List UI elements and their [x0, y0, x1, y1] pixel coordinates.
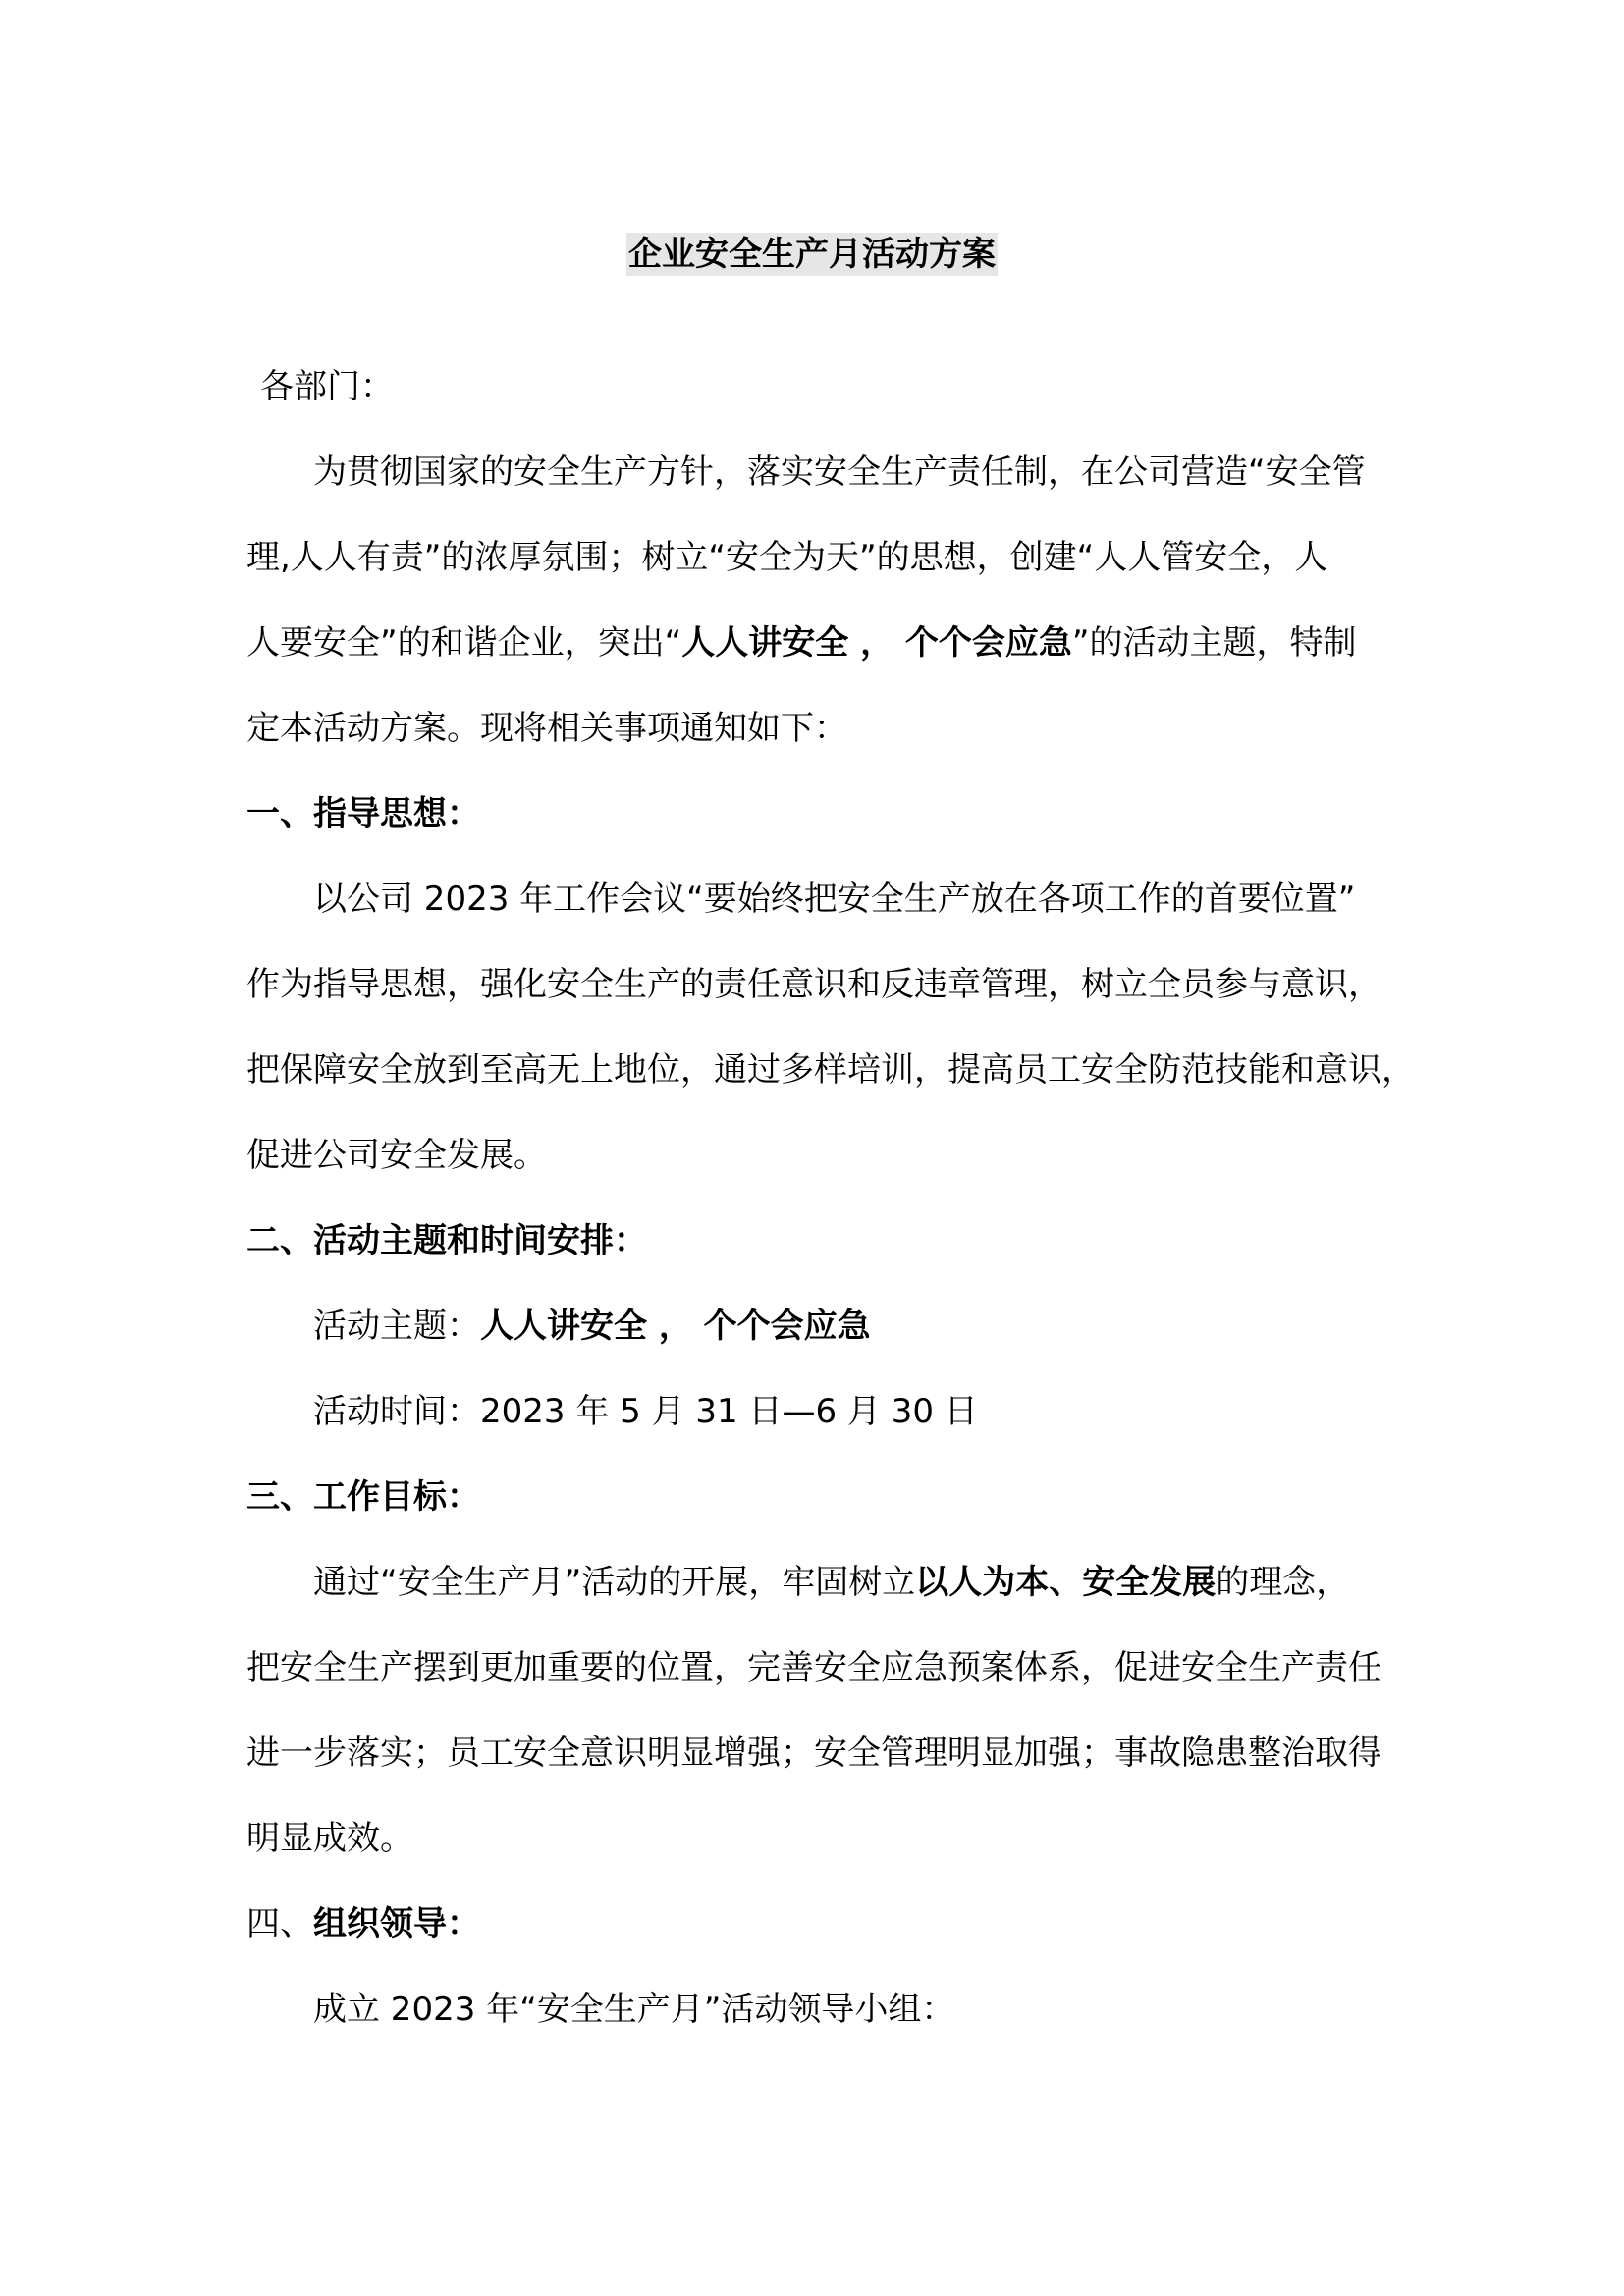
intro-line-4: 定本活动方案。现将相关事项通知如下：	[246, 709, 847, 748]
section-3-line-4: 明显成效。	[246, 1819, 413, 1858]
concept-emphasis: 以人为本、安全发展	[915, 1563, 1217, 1602]
theme-value: 人人讲安全 ， 个个会应急	[480, 1307, 871, 1346]
section-3-line-2: 把安全生产摆到更加重要的位置，完善安全应急预案体系，促进安全生产责任	[246, 1648, 1381, 1687]
section-3-line-3: 进一步落实；员工安全意识明显增强；安全管理明显加强；事故隐患整治取得	[246, 1734, 1381, 1773]
salutation: 各部门：	[260, 367, 394, 406]
intro-line-1: 为贯彻国家的安全生产方针，落实安全生产责任制，在公司营造“安全管	[313, 453, 1366, 492]
section-1-line-4: 促进公司安全发展。	[246, 1136, 547, 1175]
activity-theme-emphasis: 人人讲安全 ， 个个会应急	[681, 623, 1072, 663]
section-4-heading-number: 四、	[246, 1904, 313, 1944]
section-3-line-1-end: 的理念，	[1216, 1563, 1350, 1602]
section-2-theme	[246, 1284, 1405, 1369]
section-3-line-1-start: 通过“安全生产月”活动的开展，牢固树立	[313, 1563, 916, 1602]
section-2-time: 活动时间：2023 年 5 月 31 日—6 月 30 日	[313, 1392, 978, 1431]
section-1-heading: 一、指导思想：	[246, 794, 480, 833]
section-3-line-1	[246, 1540, 1405, 1626]
section-4-heading-text: 组织领导：	[313, 1904, 480, 1944]
intro-line-3	[246, 601, 1405, 686]
intro-line-3-start: 人要安全”的和谐企业，突出“	[246, 623, 682, 663]
theme-label: 活动主题：	[313, 1307, 480, 1346]
document-title	[0, 232, 1624, 277]
section-1-line-3: 把保障安全放到至高无上地位，通过多样培训，提高员工安全防范技能和意识，	[246, 1050, 1415, 1090]
section-1-line-2: 作为指导思想，强化安全生产的责任意识和反违章管理，树立全员参与意识，	[246, 965, 1381, 1004]
section-4-heading	[246, 1882, 1405, 1967]
section-3-heading: 三、工作目标：	[246, 1477, 480, 1517]
intro-line-2: 理,人人有责”的浓厚氛围；树立“安全为天”的思想，创建“人人管安全，人	[246, 538, 1328, 577]
intro-line-3-end: ”的活动主题，特制	[1071, 623, 1357, 663]
section-1-line-1: 以公司 2023 年工作会议“要始终把安全生产放在各项工作的首要位置”	[313, 880, 1356, 919]
section-2-heading: 二、活动主题和时间安排：	[246, 1221, 647, 1260]
document-body	[246, 345, 1415, 2053]
document-title-text: 企业安全生产月活动方案	[628, 235, 996, 274]
section-4-line-1: 成立 2023 年“安全生产月”活动领导小组：	[313, 1990, 955, 2029]
